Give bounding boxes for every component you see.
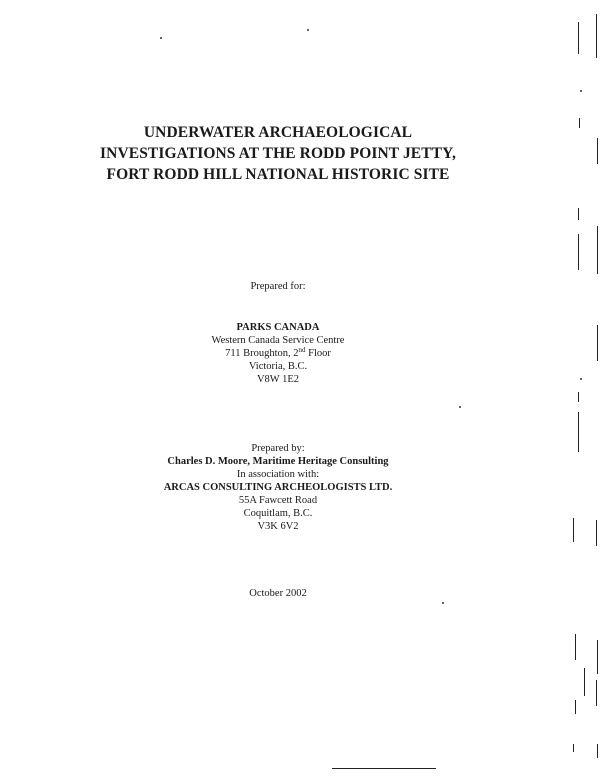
client-block bbox=[0, 321, 556, 386]
association-label: In association with: bbox=[236, 469, 320, 480]
title-line-3: FORT RODD HILL NATIONAL HISTORIC SITE bbox=[106, 166, 450, 183]
title-line-1: UNDERWATER ARCHAEOLOGICAL bbox=[143, 124, 413, 141]
company-name: ARCAS CONSULTING ARCHEOLOGISTS LTD. bbox=[163, 482, 393, 493]
company-postal: V3K 6V2 bbox=[257, 521, 299, 532]
author: Charles D. Moore, Maritime Heritage Consulting bbox=[167, 456, 389, 467]
client-postal: V8W 1E2 bbox=[256, 374, 300, 385]
document-date: October 2002 bbox=[249, 588, 307, 599]
document-title bbox=[0, 122, 556, 185]
client-org: PARKS CANADA bbox=[236, 322, 320, 333]
client-address: 711 Broughton, 2nd Floor bbox=[225, 346, 331, 359]
prepared-by-label: Prepared by: bbox=[251, 443, 305, 454]
company-street: 55A Fawcett Road bbox=[238, 495, 318, 506]
prepared-by-block bbox=[0, 442, 556, 533]
company-city: Coquitlam, B.C. bbox=[243, 508, 313, 519]
title-line-2: INVESTIGATIONS AT THE RODD POINT JETTY, bbox=[100, 145, 456, 162]
client-city: Victoria, B.C. bbox=[248, 361, 308, 372]
client-dept: Western Canada Service Centre bbox=[211, 335, 345, 346]
prepared-for-label: Prepared for: bbox=[250, 281, 306, 292]
